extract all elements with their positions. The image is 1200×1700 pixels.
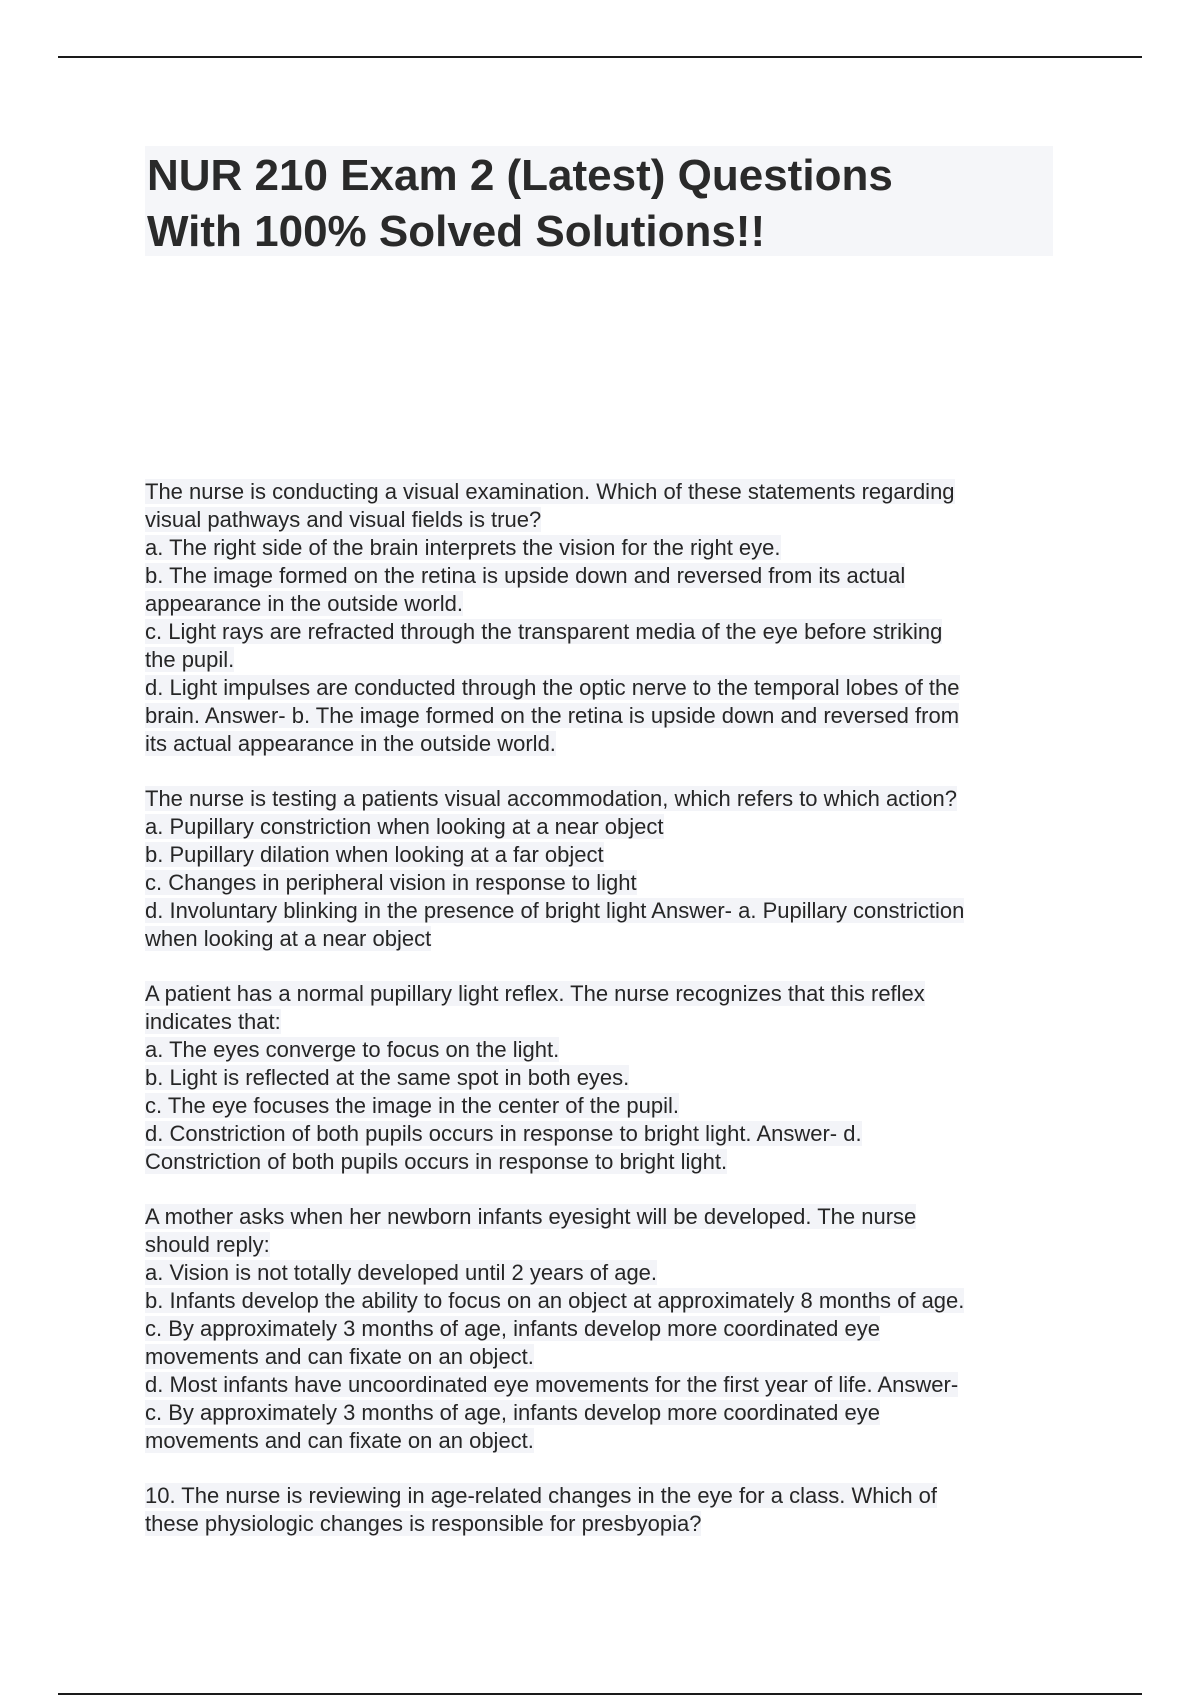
question-line-text: a. Pupillary constriction when looking at a near object [145, 814, 664, 839]
question-line-text: a. Vision is not totally developed until 2 years of age. [145, 1260, 658, 1285]
question-line [145, 1203, 1065, 1231]
question-line-text: 10. The nurse is reviewing in age-related changes in the eye for a class. Which of [145, 1483, 938, 1508]
question-line-text: movements and can fixate on an object. [145, 1344, 534, 1369]
question-line [145, 1231, 1065, 1259]
question-line [145, 841, 1065, 869]
question-line [145, 980, 1065, 1008]
question-line-text: movements and can fixate on an object. [145, 1428, 534, 1453]
document-title [145, 146, 1053, 256]
question-line [145, 702, 1065, 730]
question-line-text: b. The image formed on the retina is upside down and reversed from its actual [145, 563, 906, 588]
question-line [145, 590, 1065, 618]
question-line-text: d. Most infants have uncoordinated eye movements for the first year of life. Answer- [145, 1372, 959, 1397]
question-line [145, 813, 1065, 841]
question-block [145, 478, 1065, 758]
question-line-text: A patient has a normal pupillary light reflex. The nurse recognizes that this reflex [145, 981, 925, 1006]
question-line [145, 1482, 1065, 1510]
question-line-text: should reply: [145, 1232, 270, 1257]
question-line-text: d. Involuntary blinking in the presence of bright light Answer- a. Pupillary constriction [145, 898, 965, 923]
question-line-text: b. Pupillary dilation when looking at a far object [145, 842, 604, 867]
question-line-text: c. By approximately 3 months of age, infants develop more coordinated eye [145, 1316, 880, 1341]
question-line [145, 1371, 1065, 1399]
question-line-text: a. The right side of the brain interprets the vision for the right eye. [145, 535, 781, 560]
question-line-text: brain. Answer- b. The image formed on the retina is upside down and reversed from [145, 703, 960, 728]
question-line [145, 1092, 1065, 1120]
question-line-text: A mother asks when her newborn infants eyesight will be developed. The nurse [145, 1204, 917, 1229]
question-line-text: indicates that: [145, 1009, 281, 1034]
question-line [145, 1259, 1065, 1287]
question-line-text: c. The eye focuses the image in the center of the pupil. [145, 1093, 680, 1118]
question-line [145, 1287, 1065, 1315]
question-line [145, 1427, 1065, 1455]
question-line-text: c. By approximately 3 months of age, infants develop more coordinated eye [145, 1400, 880, 1425]
question-line [145, 478, 1065, 506]
question-line-text: when looking at a near object [145, 926, 432, 951]
question-line [145, 1315, 1065, 1343]
question-line-text: appearance in the outside world. [145, 591, 463, 616]
question-line-text: these physiologic changes is responsible for presbyopia? [145, 1511, 702, 1536]
question-block [145, 1203, 1065, 1455]
question-line-text: d. Constriction of both pupils occurs in response to bright light. Answer- d. [145, 1121, 862, 1146]
question-line [145, 618, 1065, 646]
title-line-1: NUR 210 Exam 2 (Latest) Questions [147, 151, 893, 200]
question-line [145, 897, 1065, 925]
question-block [145, 1482, 1065, 1538]
question-line [145, 869, 1065, 897]
question-line-text: c. Changes in peripheral vision in response to light [145, 870, 637, 895]
question-line-text: c. Light rays are refracted through the transparent media of the eye before striking [145, 619, 943, 644]
question-line [145, 1120, 1065, 1148]
question-line-text: b. Light is reflected at the same spot in both eyes. [145, 1065, 630, 1090]
question-line-text: The nurse is conducting a visual examination. Which of these statements regarding [145, 479, 955, 504]
header-rule [58, 56, 1142, 58]
question-line-text: its actual appearance in the outside world. [145, 731, 556, 756]
question-line [145, 730, 1065, 758]
question-line [145, 925, 1065, 953]
footer-rule [58, 1693, 1142, 1695]
question-line-text: The nurse is testing a patients visual accommodation, which refers to which action? [145, 786, 957, 811]
question-line [145, 1510, 1065, 1538]
question-line [145, 1036, 1065, 1064]
question-line [145, 785, 1065, 813]
question-line [145, 1064, 1065, 1092]
question-line [145, 1343, 1065, 1371]
question-line [145, 534, 1065, 562]
question-line [145, 1008, 1065, 1036]
questions-body [145, 478, 1065, 1565]
question-line-text: a. The eyes converge to focus on the light. [145, 1037, 560, 1062]
question-line [145, 1148, 1065, 1176]
title-line-2: With 100% Solved Solutions!! [147, 207, 766, 256]
question-line-text: visual pathways and visual fields is true? [145, 507, 542, 532]
question-line [145, 1399, 1065, 1427]
question-line-text: the pupil. [145, 647, 235, 672]
question-line-text: Constriction of both pupils occurs in response to bright light. [145, 1149, 728, 1174]
question-line [145, 562, 1065, 590]
question-line [145, 506, 1065, 534]
question-line [145, 646, 1065, 674]
question-block [145, 980, 1065, 1176]
question-line [145, 674, 1065, 702]
question-block [145, 785, 1065, 953]
question-line-text: d. Light impulses are conducted through the optic nerve to the temporal lobes of the [145, 675, 960, 700]
question-line-text: b. Infants develop the ability to focus on an object at approximately 8 months of age. [145, 1288, 965, 1313]
